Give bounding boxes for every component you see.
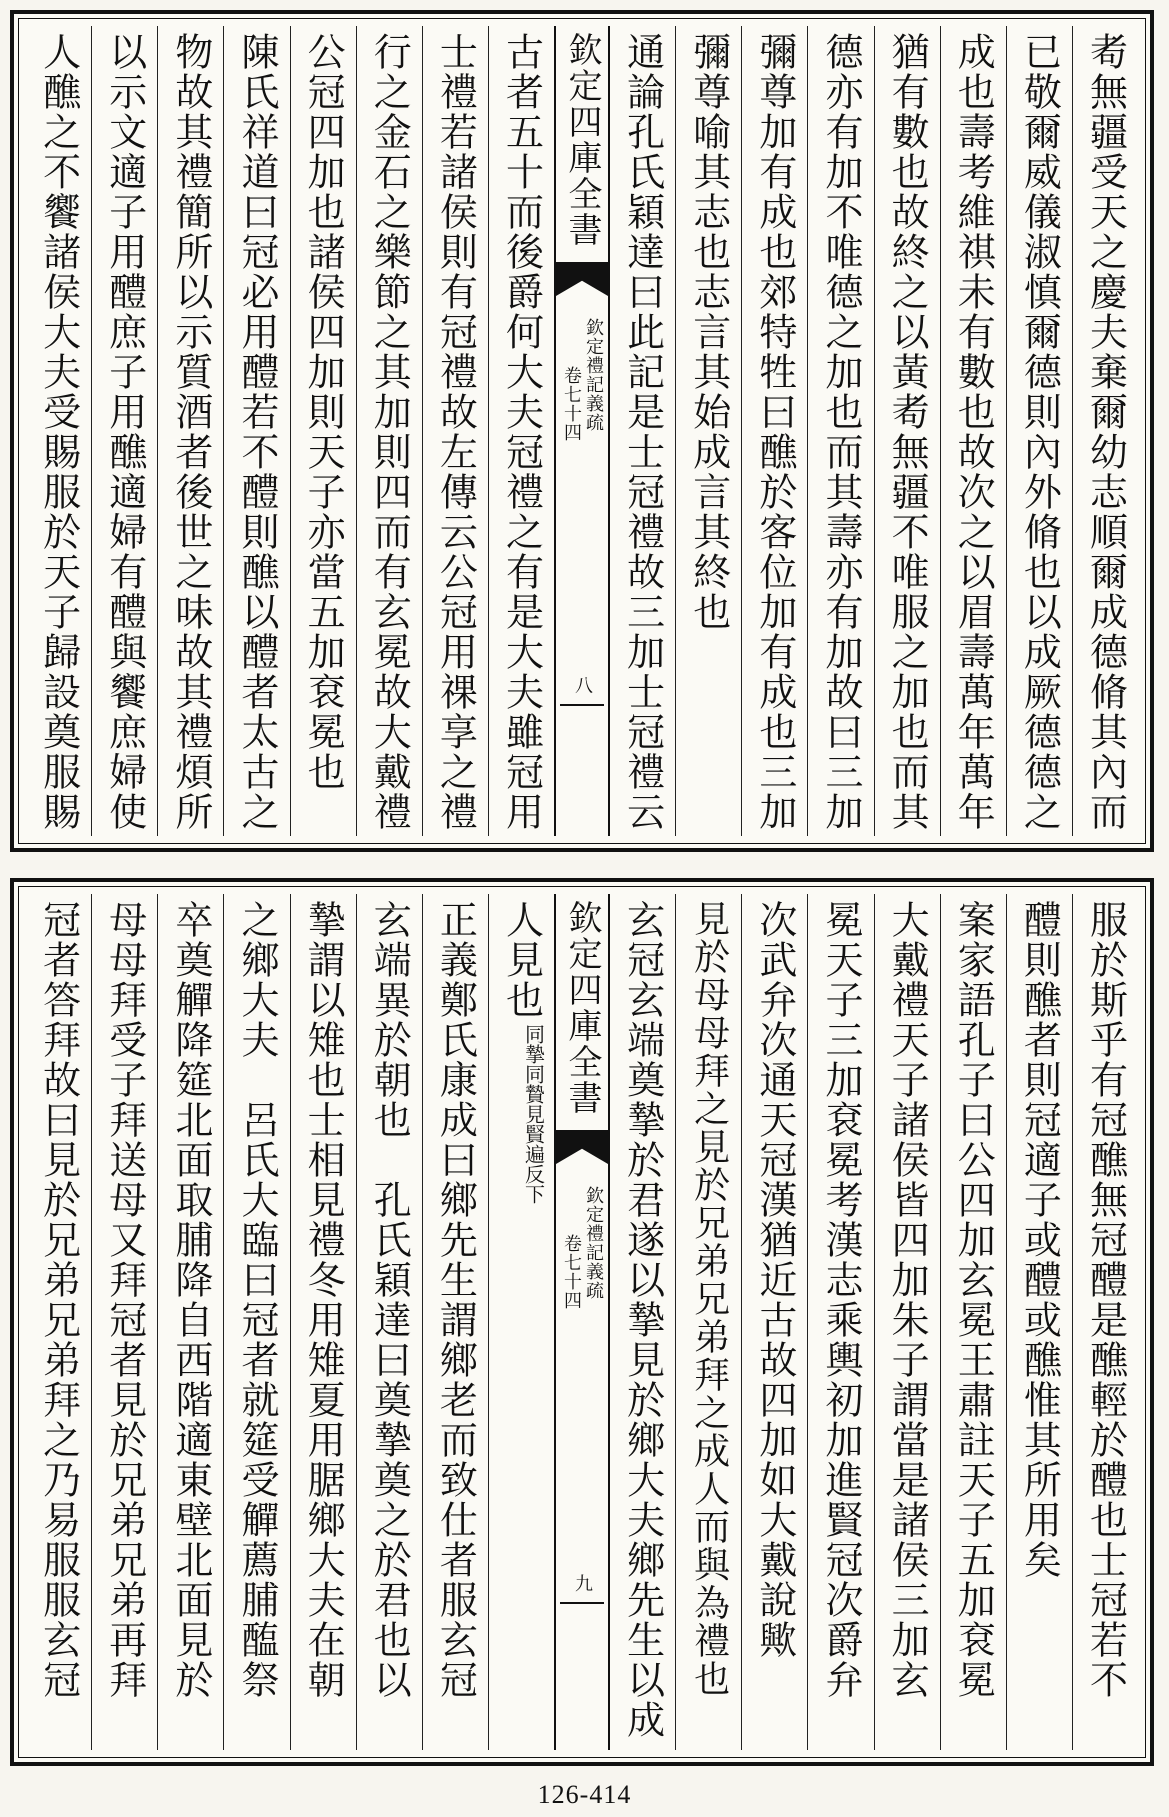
text-column — [874, 894, 940, 1750]
column-text: 見於母母拜之見於兄弟兄弟拜之成人而與為禮也 — [688, 900, 730, 1698]
column-text: 以示文適子用醴庶子用醮適婦有醴與饗庶婦使 — [102, 32, 147, 832]
column-text: 母母拜受子拜送母又拜冠者見於兄弟兄弟再拜 — [102, 900, 147, 1700]
center-margin-top — [554, 26, 610, 836]
column-text — [499, 900, 546, 1204]
text-column — [609, 894, 675, 1750]
text-column — [807, 894, 873, 1750]
column-text: 摯謂以雉也士相見禮冬用雉夏用腒鄉大夫在朝 — [301, 900, 346, 1700]
library-title: 欽定四庫全書 — [562, 32, 602, 248]
note-line: 同摯同贄 — [521, 1024, 546, 1104]
column-text: 陳氏祥道曰冠必用醴若不醴則醮以醴者太古之 — [234, 32, 279, 832]
folio-number: 九 — [572, 1574, 593, 1592]
column-text: 之鄉大夫 呂氏大臨曰冠者就筵受觶薦脯醢祭 — [234, 900, 279, 1700]
column-text: 人醮之不饗諸侯大夫受賜服於天子歸設奠服賜 — [36, 32, 81, 832]
text-column — [741, 894, 807, 1750]
page-number: 126-414 — [537, 1780, 632, 1809]
page-frame-top — [10, 10, 1154, 852]
text-column — [26, 894, 91, 1750]
column-text: 彌尊加有成也郊特牲曰醮於客位加有成也三加 — [752, 32, 797, 832]
text-column — [675, 894, 741, 1750]
column-text: 猶有數也故終之以黃耇無疆不唯服之加也而其 — [885, 32, 930, 832]
text-column — [1006, 26, 1072, 836]
text-column — [290, 894, 356, 1750]
folio-number: 八 — [572, 676, 593, 694]
column-text: 卒奠觶降筵北面取脯降自西階適東壁北面見於 — [168, 900, 213, 1700]
text-column — [874, 26, 940, 836]
column-text: 醴則醮者則冠適子或醴或醮惟其所用矣 — [1017, 900, 1062, 1580]
book-title: 欽定禮記義疏 — [583, 318, 604, 432]
book-title: 欽定禮記義疏 — [583, 1186, 604, 1300]
volume-label: 卷七十四 — [561, 1234, 582, 1310]
column-text: 案家語孔子曰公四加玄冕王肅註天子五加袞冕 — [951, 900, 996, 1700]
center-rule — [560, 1602, 604, 1604]
column-text: 通論孔氏穎達曰此記是士冠禮故三加士冠禮云 — [620, 32, 665, 832]
column-text: 行之金石之樂節之其加則四而有玄冕故大戴禮 — [367, 32, 412, 832]
center-rule — [560, 704, 604, 706]
page-frame-bottom — [10, 878, 1154, 1766]
text-column — [741, 26, 807, 836]
library-title: 欽定四庫全書 — [562, 900, 602, 1116]
text-column — [26, 26, 91, 836]
column-text: 成也壽考維祺未有數也故次之以眉壽萬年萬年 — [951, 32, 996, 832]
column-text: 德亦有加不唯德之加也而其壽亦有加故曰三加 — [818, 32, 863, 832]
fish-tail-mark — [556, 1130, 608, 1164]
text-column — [91, 26, 157, 836]
text-column — [290, 26, 356, 836]
text-column — [1006, 894, 1072, 1750]
text-column — [940, 894, 1006, 1750]
column-text: 冕天子三加袞冕考漢志乘輿初加進賢冠次爵弁 — [818, 900, 863, 1700]
text-column — [91, 894, 157, 1750]
center-margin-bottom — [554, 894, 610, 1750]
text-column — [422, 26, 488, 836]
text-column — [157, 894, 223, 1750]
column-text: 公冠四加也諸侯四加則天子亦當五加袞冕也 — [301, 32, 346, 792]
text-columns-top — [26, 26, 1138, 836]
text-column — [223, 26, 289, 836]
text-columns-bottom — [26, 894, 1138, 1750]
text-column — [940, 26, 1006, 836]
column-text: 耇無疆受天之慶夫棄爾幼志順爾成德脩其內而 — [1083, 32, 1128, 832]
column-text: 古者五十而後爵何大夫冠禮之有是大夫雖冠用 — [499, 32, 544, 832]
text-column — [675, 26, 741, 836]
note-line: 見賢遍反下 — [521, 1104, 546, 1204]
text-column — [488, 26, 554, 836]
column-text: 玄端異於朝也 孔氏穎達曰奠摯奠之於君也以 — [367, 900, 412, 1700]
column-text: 大戴禮天子諸侯皆四加朱子謂當是諸侯三加玄 — [885, 900, 930, 1700]
column-text: 已敬爾威儀淑慎爾德則內外脩也以成厥德德之 — [1017, 32, 1062, 832]
text-column-with-note — [488, 894, 554, 1750]
column-text: 服於斯乎有冠醮無冠醴是醮輕於醴也士冠若不 — [1083, 900, 1128, 1700]
column-text: 玄冠玄端奠摯於君遂以摯見於鄉大夫鄉先生以成 — [620, 900, 665, 1740]
text-column — [223, 894, 289, 1750]
text-column — [157, 26, 223, 836]
interlinear-note — [521, 1024, 546, 1204]
fish-tail-mark — [556, 262, 608, 296]
text-column — [1072, 894, 1138, 1750]
column-text: 正義鄭氏康成曰鄉先生謂鄉老而致仕者服玄冠 — [433, 900, 478, 1700]
column-text: 冠者答拜故曰見於兄弟兄弟拜之乃易服服玄冠 — [36, 900, 81, 1700]
text-column — [807, 26, 873, 836]
volume-label: 卷七十四 — [561, 366, 582, 442]
column-text: 物故其禮簡所以示質酒者後世之味故其禮煩所 — [168, 32, 213, 832]
text-column — [356, 26, 422, 836]
column-text: 次武弁次通天冠漢猶近古故四加如大戴說歟 — [752, 900, 797, 1660]
text-column — [356, 894, 422, 1750]
column-text: 彌尊喻其志也志言其始成言其終也 — [686, 32, 731, 632]
text-column — [422, 894, 488, 1750]
column-text: 士禮若諸侯則有冠禮故左傳云公冠用祼享之禮 — [433, 32, 478, 832]
main-text: 人見也 — [499, 900, 544, 1020]
text-column — [609, 26, 675, 836]
text-column — [1072, 26, 1138, 836]
